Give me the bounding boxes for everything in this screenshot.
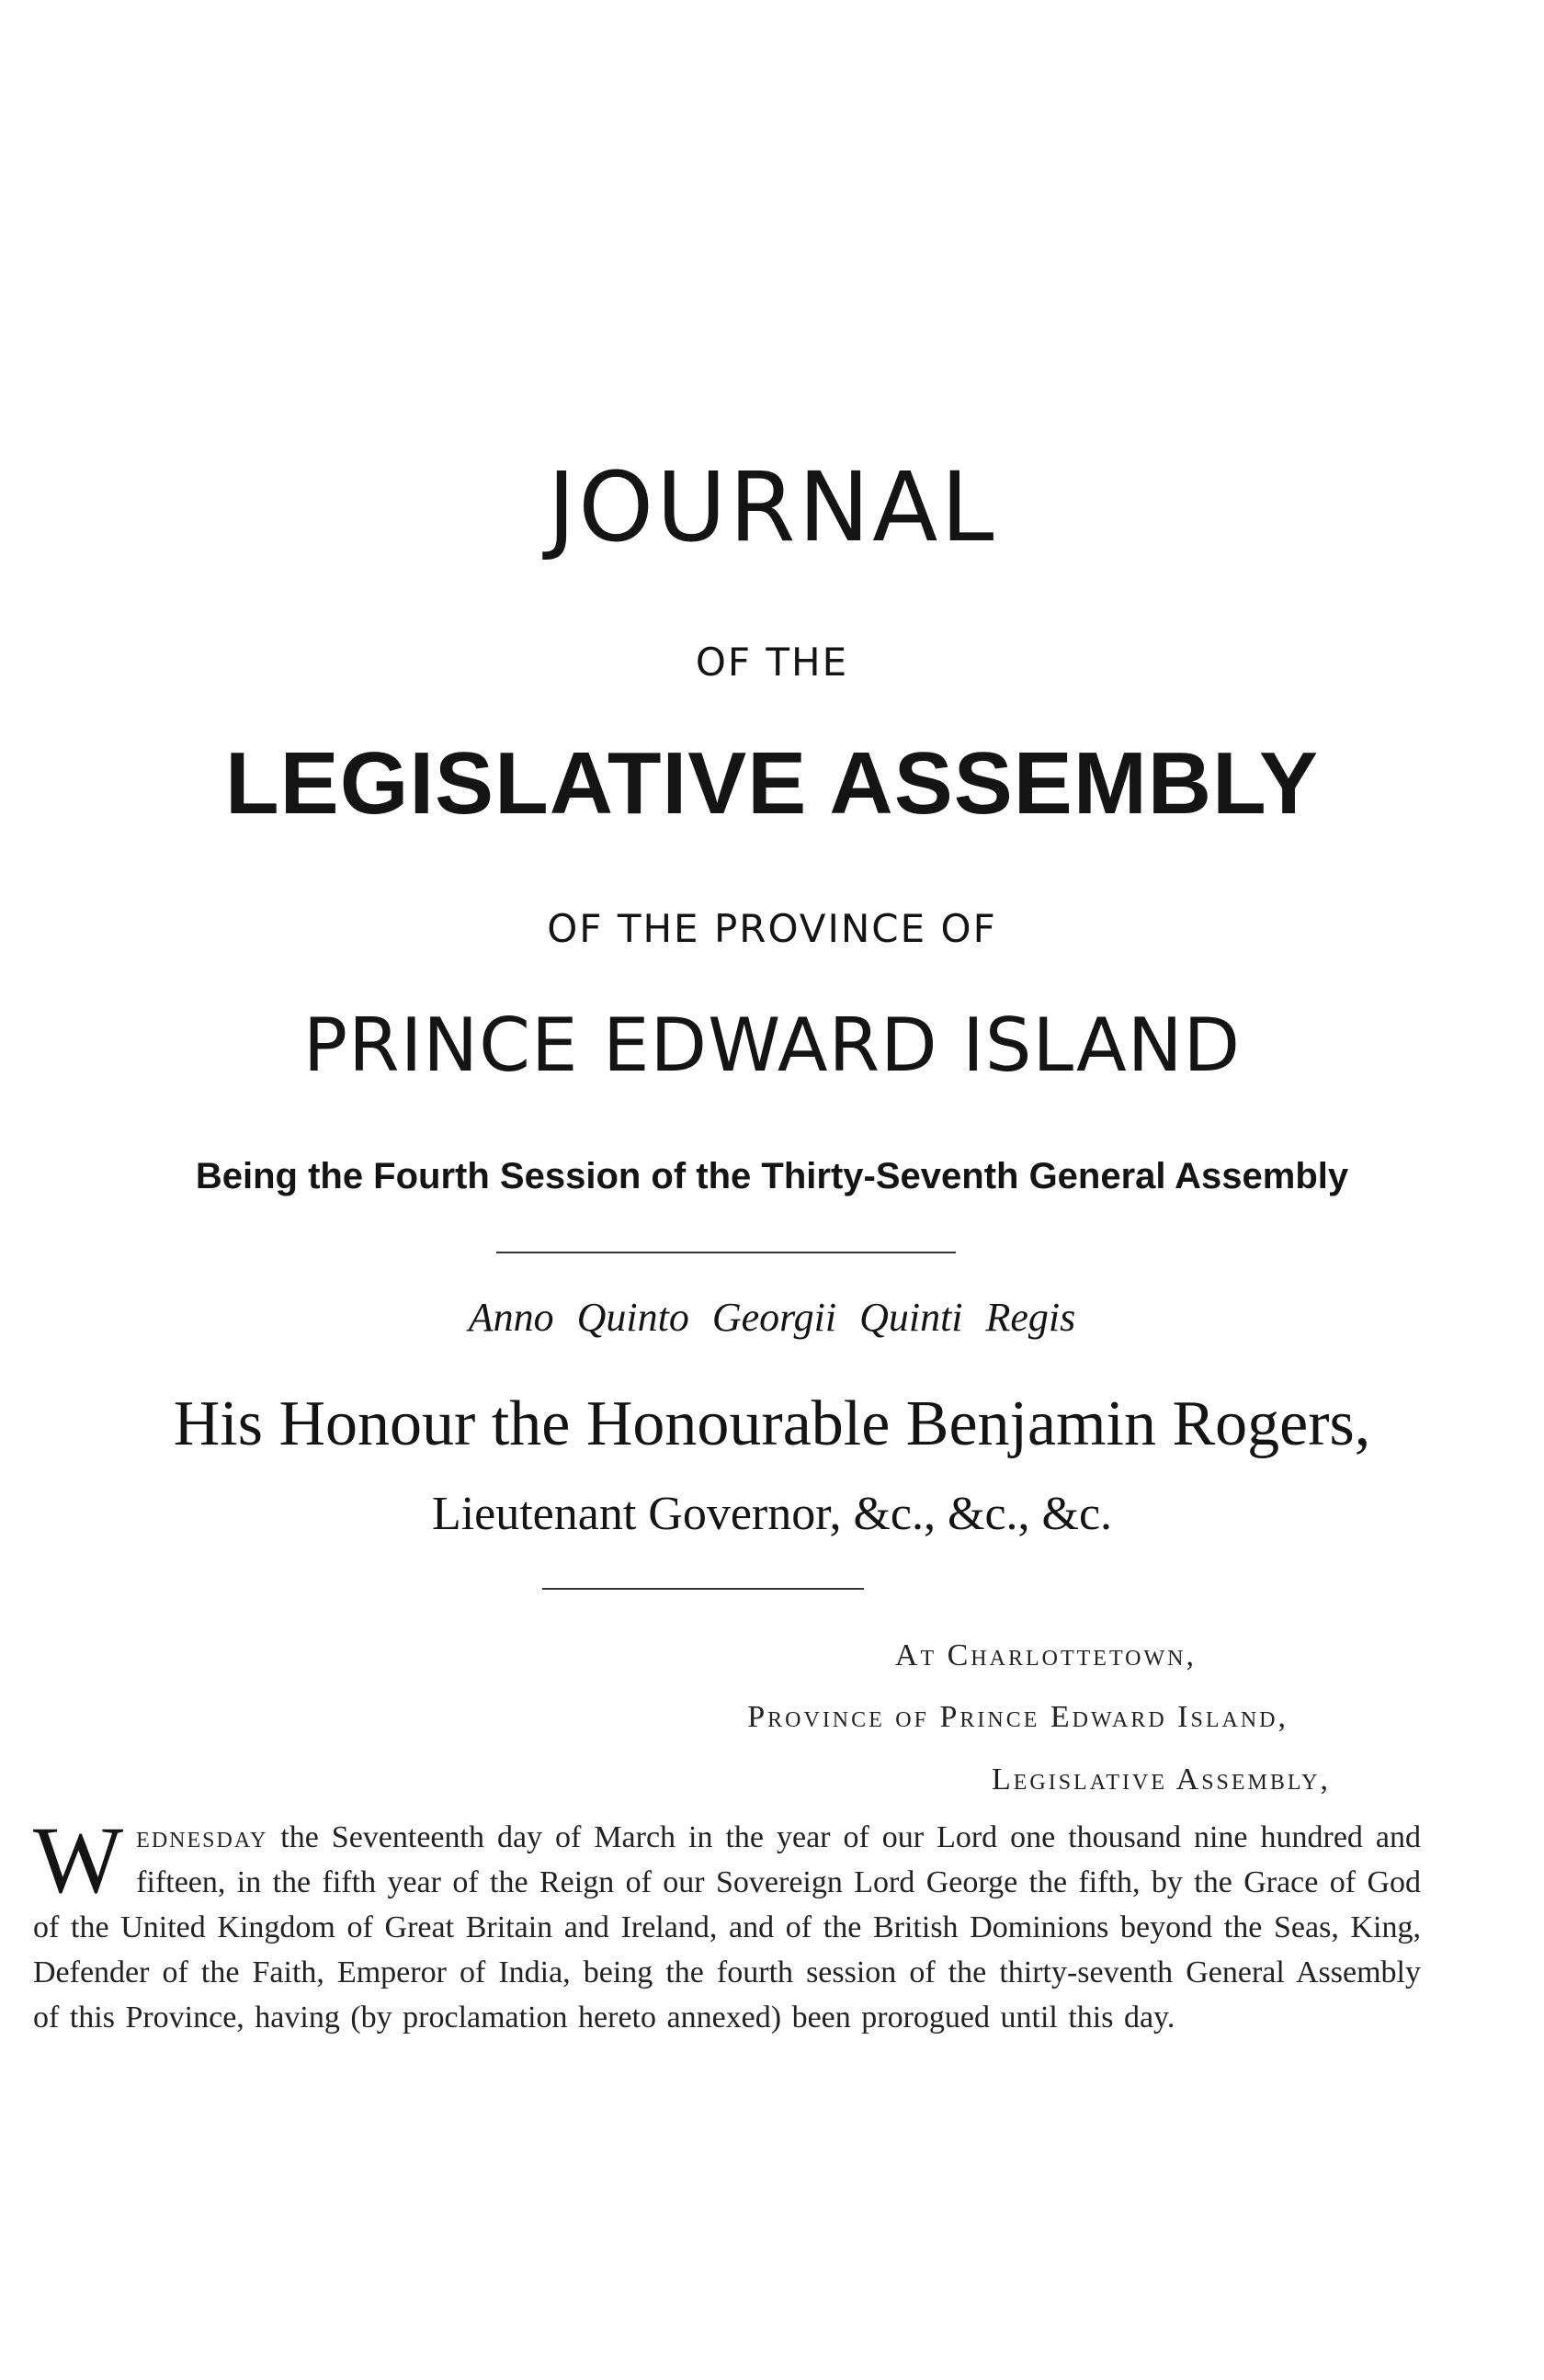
place-line-charlottetown: At Charlottetown, [894,1638,1197,1672]
opening-first-word: ednesday [136,1820,268,1854]
title-of-the-province-of: OF THE PROVINCE OF [547,906,997,951]
opening-paragraph [33,1808,1421,2040]
place-line-assembly: Legislative Assembly, [991,1762,1331,1796]
lieutenant-governor-name: His Honour the Honourable Benjamin Rogers, [173,1388,1371,1459]
place-line-province: Province of Prince Edward Island, [747,1700,1289,1734]
title-journal: JOURNAL [547,451,997,563]
title-legislative-assembly: LEGISLATIVE ASSEMBLY [225,734,1319,833]
divider-rule-top [496,1252,956,1253]
title-prince-edward-island: PRINCE EDWARD ISLAND [302,1003,1242,1088]
anno-regis-line: Anno Quinto Georgii Quinti Regis [468,1295,1076,1340]
title-of-the: OF THE [695,640,849,685]
divider-rule-bottom [542,1588,864,1590]
lieutenant-governor-office: Lieutenant Governor, &c., &c., &c. [431,1488,1113,1540]
session-line: Being the Fourth Session of the Thirty-Seventh General Assembly [195,1156,1349,1196]
drop-cap-letter: W [33,1808,124,1913]
opening-paragraph-text: the Seventeenth day of March in the year of our Lord one thousand nine hundred and fifteen, in the fifth year of the Reign of our Sovereign Lord George the fifth, by the Grace of God of the United Kingdom of Great Britain and Ireland, and of the British Dominions beyond the Seas, King, Defender of the Faith, Emperor of India, being the fourth session of the thirty-seventh General Assembly of this Province, having (by proclamation hereto annexed) been prorogued until this day. [33,1820,1421,2034]
